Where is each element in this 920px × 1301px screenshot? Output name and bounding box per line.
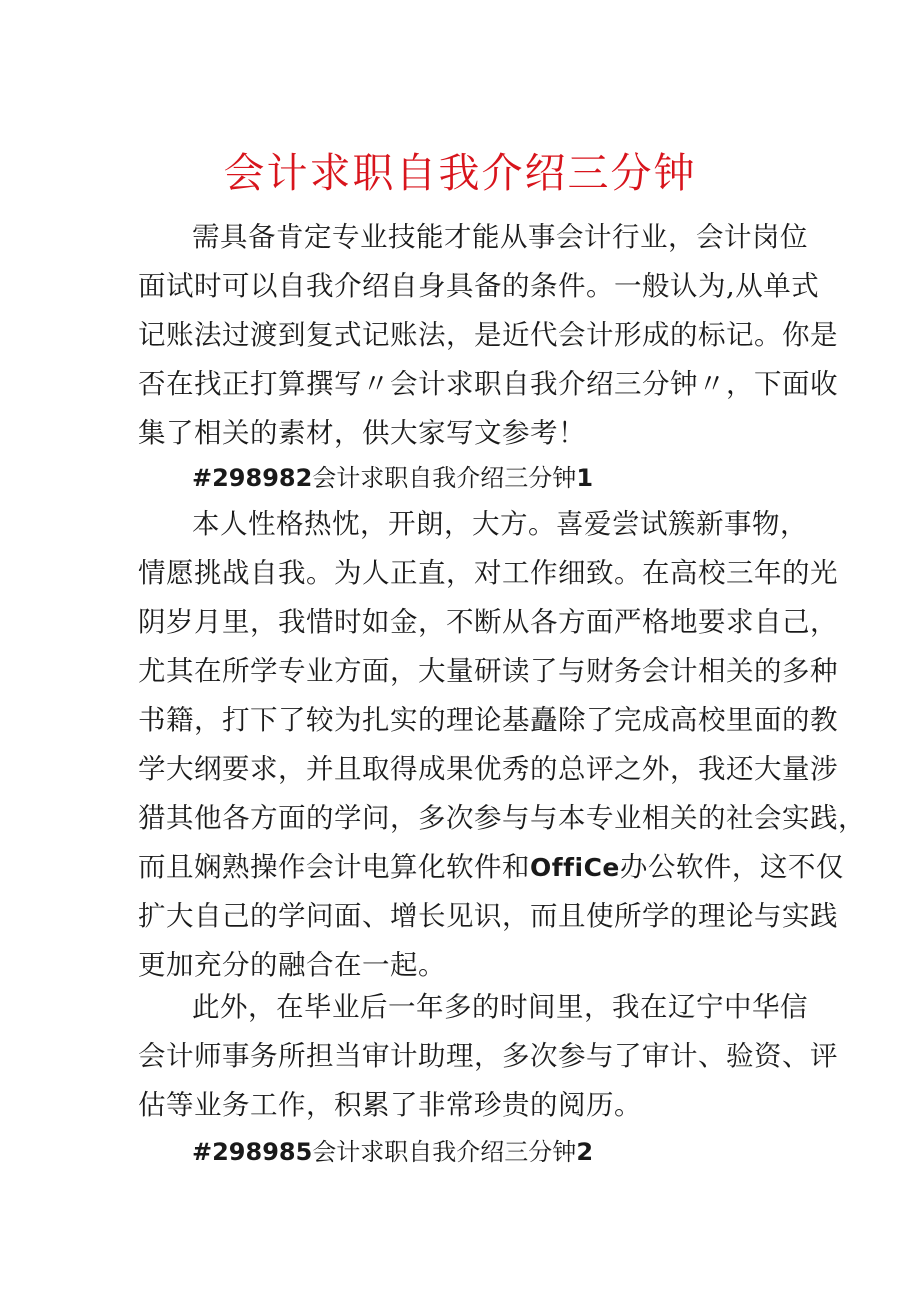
paragraph-line: 学大纲要求，并且取得成果优秀的总评之外，我还大量涉 — [138, 753, 838, 785]
paragraph-line: 会计师事务所担当审计助理，多次参与了审计、验资、评 — [138, 1040, 838, 1072]
section-number: 1 — [576, 464, 594, 492]
intro-line: 需具备肯定专业技能才能从事会计行业，会计岗位 — [192, 221, 808, 253]
section-number: 2 — [576, 1138, 594, 1166]
section-heading-1 — [192, 458, 593, 498]
section-title: 会计求职自我介绍三分钟 — [312, 1138, 577, 1166]
software-name: OffiCe — [530, 853, 620, 882]
paragraph-line: 此外，在毕业后一年多的时间里，我在辽宁中华信 — [192, 991, 808, 1023]
intro-line: 否在找正打算撰写〃会计求职自我介绍三分钟〃，下面收 — [138, 368, 838, 400]
paragraph-line: 估等业务工作，积累了非常珍贵的阅历。 — [138, 1089, 642, 1121]
section-title: 会计求职自我介绍三分钟 — [312, 464, 577, 492]
paragraph-1 — [138, 500, 866, 990]
section-heading-2 — [192, 1132, 593, 1172]
paragraph-line: 本人性格热忱，开朗，大方。喜爱尝试簇新事物， — [192, 508, 808, 540]
intro-line: 记账法过渡到复式记账法，是近代会计形成的标记。你是 — [138, 319, 838, 351]
paragraph-line: 更加充分的融合在一起。 — [138, 949, 446, 981]
paragraph-line — [138, 843, 844, 892]
line-text: 办公软件，这不仅 — [619, 851, 844, 883]
paragraph-line: 情愿挑战自我。为人正直，对工作细致。在高校三年的光 — [138, 557, 838, 589]
section-id: #298985 — [192, 1138, 313, 1166]
paragraph-line: 书籍，打下了较为扎实的理论基矗除了完成高校里面的教 — [138, 704, 838, 736]
document-title: 会计求职自我介绍三分钟 — [223, 149, 697, 197]
paragraph-line: 尤其在所学专业方面，大量研读了与财务会计相关的多种 — [138, 655, 838, 687]
intro-line: 面试时可以自我介绍自身具备的条件。一般认为,从单式 — [138, 270, 820, 302]
line-text: 而且娴熟操作会计电算化软件和 — [138, 851, 530, 883]
paragraph-2 — [138, 983, 838, 1130]
section-id: #298982 — [192, 464, 313, 492]
paragraph-line: 阴岁月里，我惜时如金，不断从各方面严格地要求自己， — [138, 606, 838, 638]
intro-paragraph — [138, 213, 838, 458]
intro-line: 集了相关的素材，供大家写文参考！ — [138, 417, 586, 449]
paragraph-line: 扩大自己的学问面、增长见识，而且使所学的理论与实践 — [138, 900, 838, 932]
paragraph-line: 猎其他各方面的学问，多次参与与本专业相关的社会实践， — [138, 802, 866, 834]
